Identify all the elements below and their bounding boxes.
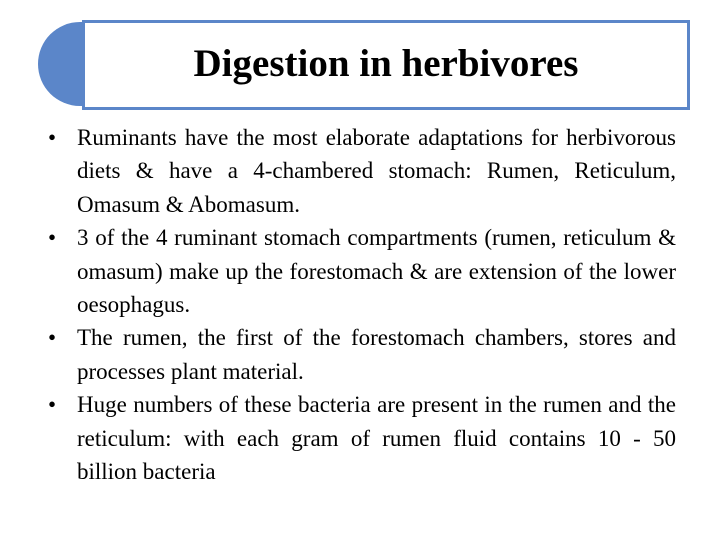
bullet-dot-icon: • xyxy=(48,225,57,251)
bullet-dot-icon: • xyxy=(48,392,57,418)
title-box xyxy=(82,20,690,110)
bullet-text: The rumen, the first of the forestomach chambers, stores and processes plant material. xyxy=(77,325,676,384)
bullet-dot-icon: • xyxy=(48,325,57,351)
bullet-item xyxy=(48,388,676,488)
bullet-text: Ruminants have the most elaborate adaptations for herbivorous diets & have a 4-chambered stomach: Rumen, Reticulum, Omasum & Abomasum. xyxy=(77,125,676,217)
slide-title: Digestion in herbivores xyxy=(193,41,579,85)
bullet-text: 3 of the 4 ruminant stomach compartments (rumen, reticulum & omasum) make up the forestomach & are extension of the lower oesophagus. xyxy=(77,225,676,318)
bullet-dot-icon: • xyxy=(48,125,57,150)
bullet-item xyxy=(48,321,676,388)
title-area xyxy=(38,20,688,110)
bullet-text: Huge numbers of these bacteria are present in the rumen and the reticulum: with each gram of rumen fluid contains 10 - 50 billion bacteria xyxy=(77,392,676,485)
bullet-list xyxy=(48,121,676,488)
bullet-item xyxy=(48,121,676,221)
bullet-item xyxy=(48,221,676,321)
